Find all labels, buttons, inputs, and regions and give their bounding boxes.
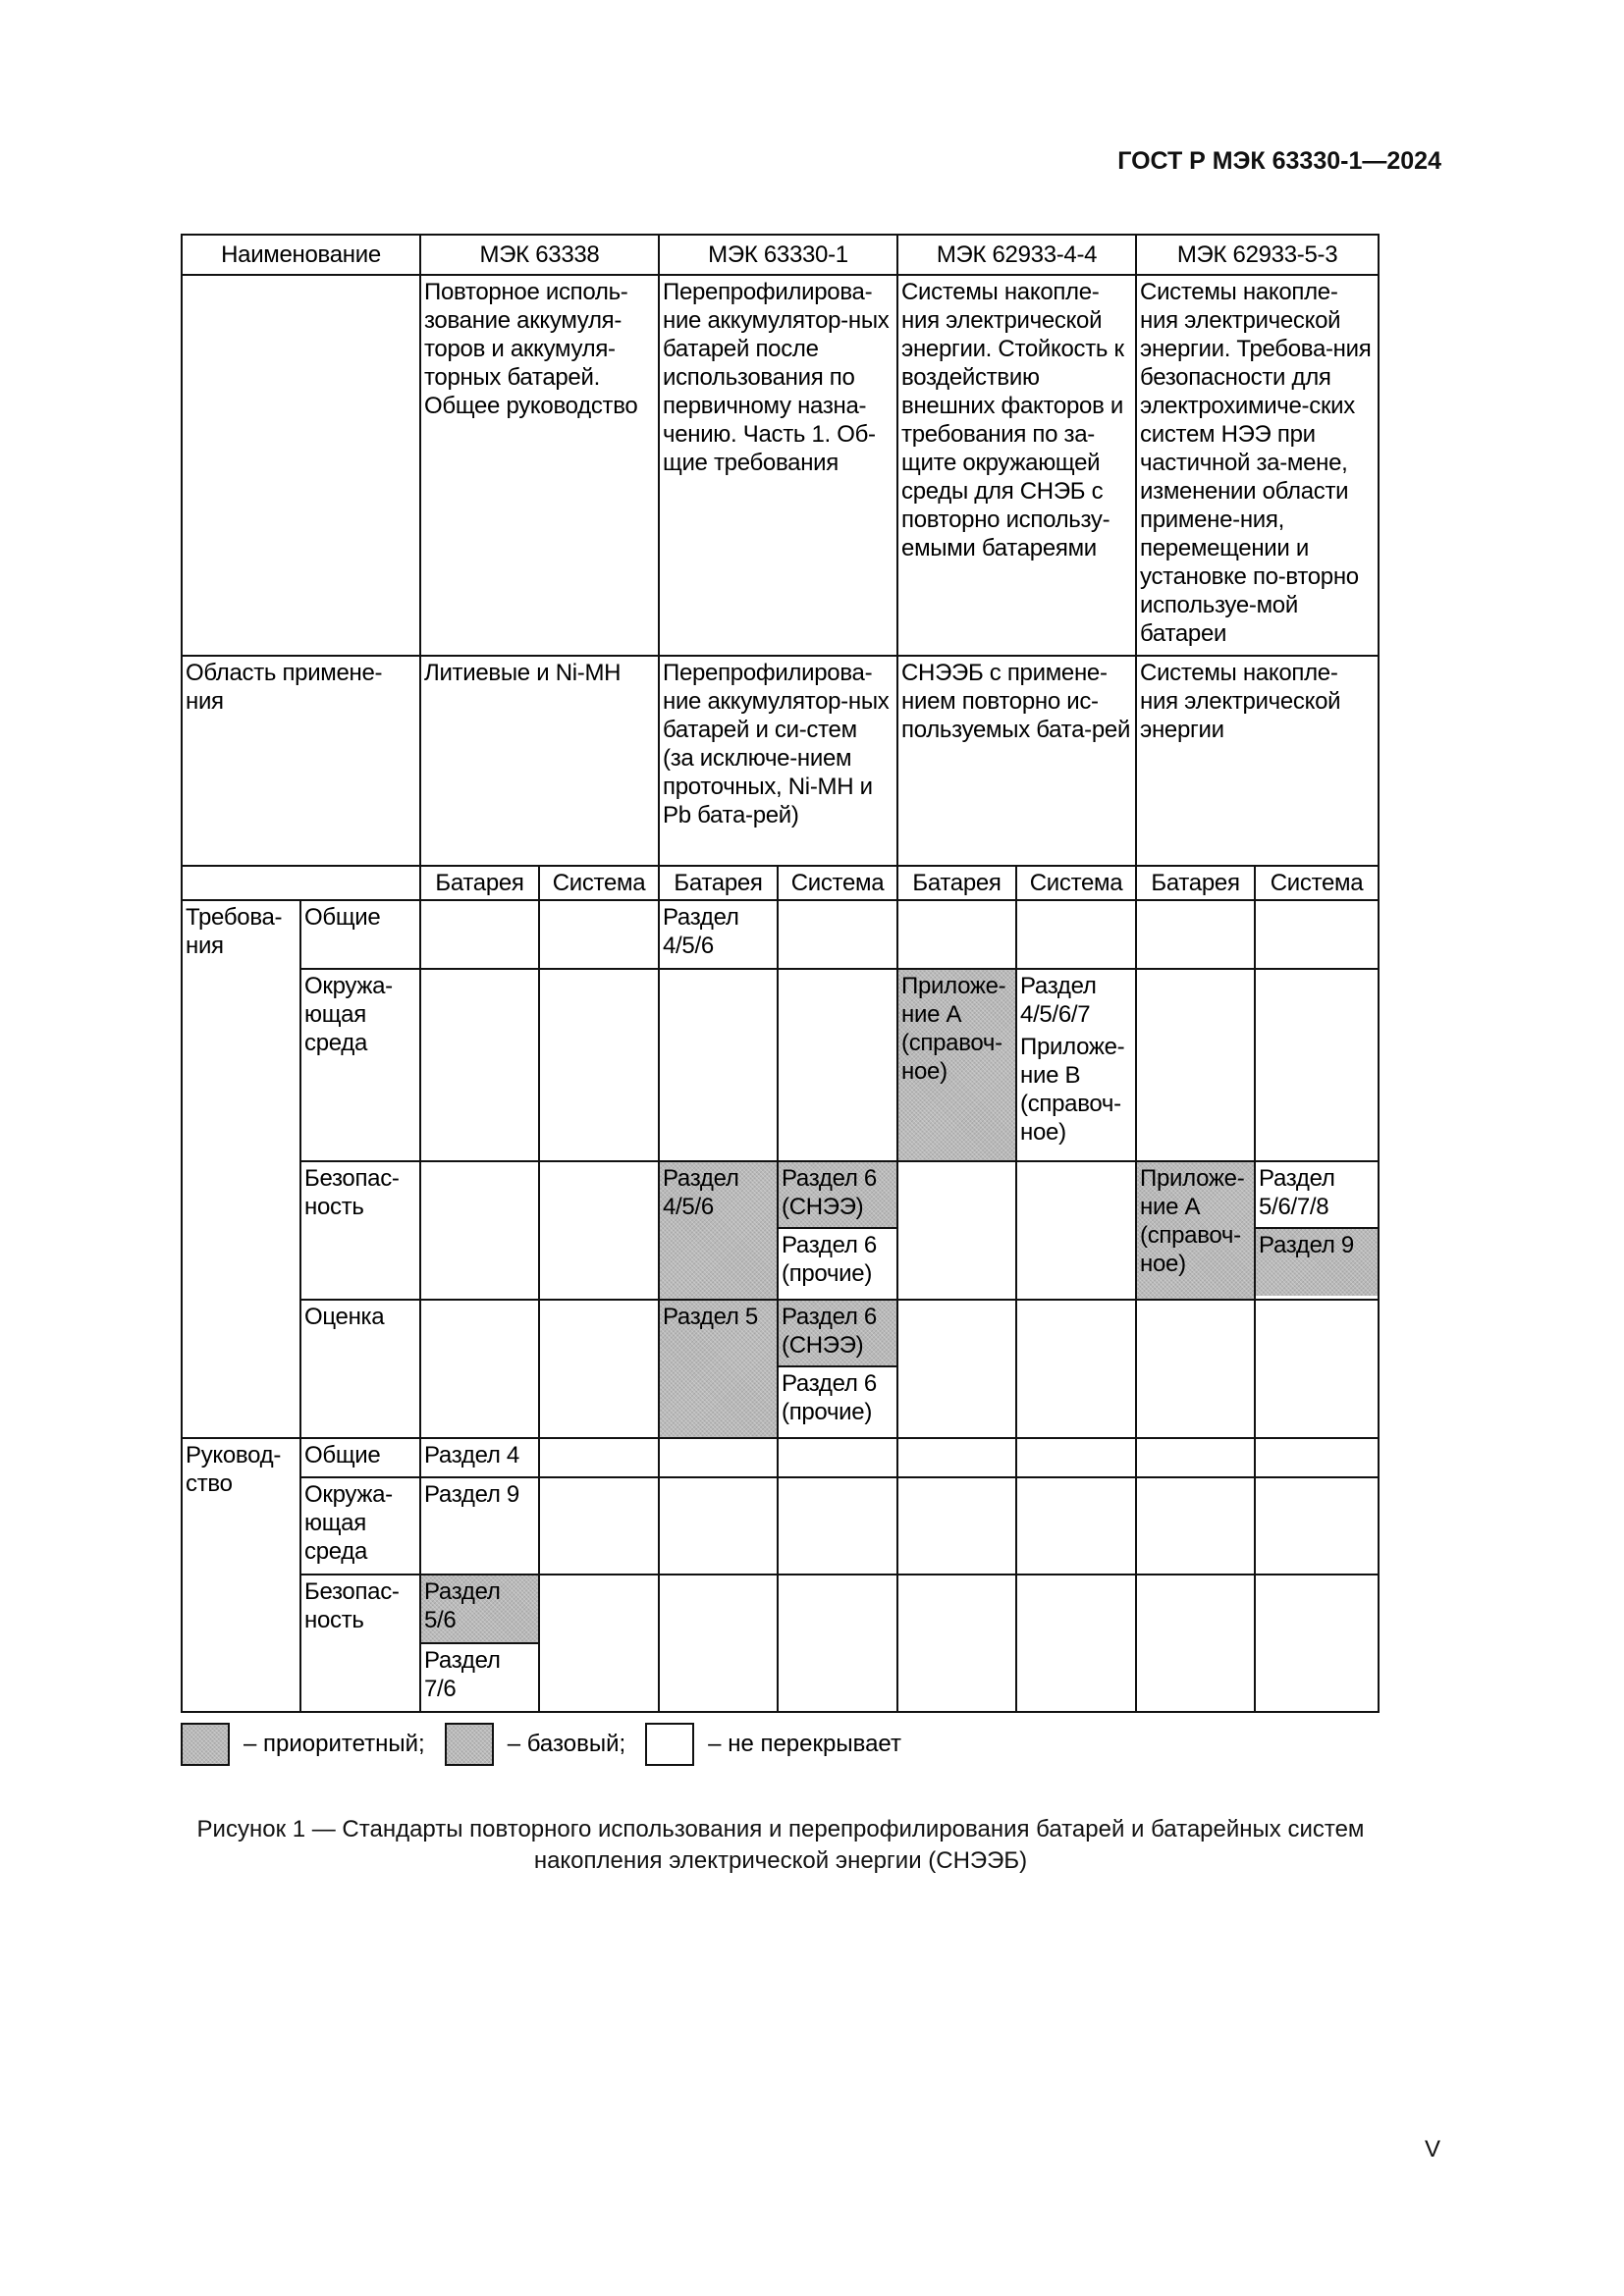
- scope-cell: Литиевые и Ni-MH: [420, 656, 659, 866]
- battery-header: Батарея: [420, 866, 539, 900]
- cell: [420, 969, 539, 1161]
- row-label: Окружа-ющая среда: [300, 1477, 420, 1575]
- cell: [659, 1477, 778, 1575]
- system-header: Система: [1016, 866, 1136, 900]
- legend: [181, 1723, 921, 1766]
- scope-cell: Перепрофилирова-ние аккумулятор-ных батарей и си-стем (за исключе-нием проточных, Ni-MH и Pb бата-рей): [659, 656, 897, 866]
- cell: [1016, 1161, 1136, 1300]
- cell: [778, 1575, 897, 1712]
- cell-text: Раздел 6 (прочие): [782, 1232, 877, 1287]
- cell: [1255, 1161, 1379, 1300]
- standard-title: Перепрофилирова-ние аккумулятор-ных батарей после использования по первичному назна-чению. Часть 1. Об-щие требования: [659, 275, 897, 656]
- cell-priority: Раздел 5/6: [420, 1575, 539, 1643]
- cell: [1016, 900, 1136, 969]
- cell: [1136, 900, 1255, 969]
- guidance-label: Руковод-ство: [182, 1438, 300, 1712]
- cell: [1255, 1438, 1379, 1477]
- cell: [539, 969, 659, 1161]
- system-header: Система: [778, 866, 897, 900]
- cell-priority: Раздел 6 (СНЭЭ): [779, 1301, 896, 1367]
- cell: [1136, 969, 1255, 1161]
- cell: Раздел 9: [420, 1477, 539, 1575]
- cell: [539, 1438, 659, 1477]
- req-assessment-row: [182, 1300, 1379, 1438]
- battery-header: Батарея: [897, 866, 1016, 900]
- battery-header: Батарея: [659, 866, 778, 900]
- caption-line: накопления электрической энергии (СНЭЭБ): [533, 1847, 1028, 1874]
- system-header: Система: [539, 866, 659, 900]
- cell: [778, 969, 897, 1161]
- legend-base-swatch: [445, 1723, 494, 1766]
- cell: [897, 1300, 1016, 1438]
- cell: [1016, 1575, 1136, 1712]
- empty-cell: [182, 866, 420, 900]
- cell-priority: Раздел 6 (СНЭЭ): [779, 1162, 896, 1229]
- scope-cell: СНЭЭБ с примене-нием повторно ис-пользуемых бата-рей: [897, 656, 1136, 866]
- cell-priority: Приложе-ние А (справоч-ное): [897, 969, 1016, 1161]
- cell: [897, 1477, 1016, 1575]
- legend-none-swatch: [645, 1723, 694, 1766]
- corner-label: Наименование: [182, 235, 420, 275]
- standard-title: Системы накопле-ния электрической энергии. Стойкость к воздействию внешних факторов и требования по за-щите окружающей среды для СНЭБ с повторно использу-емыми батареями: [897, 275, 1136, 656]
- scope-label: Область примене-ния: [182, 656, 420, 866]
- legend-none-label: – не перекрывает: [708, 1731, 901, 1757]
- scope-cell: Системы накопле-ния электрической энергии: [1136, 656, 1379, 866]
- cell: [897, 900, 1016, 969]
- cell: [1016, 969, 1136, 1161]
- cell: [1016, 1438, 1136, 1477]
- standards-table: [181, 234, 1380, 1713]
- cell-text: Приложе-ние В (справоч-ное): [1020, 1034, 1125, 1146]
- req-safety-row: [182, 1161, 1379, 1300]
- cell-text: Раздел 5/6/7/8: [1256, 1162, 1378, 1229]
- scope-row: [182, 656, 1379, 866]
- standard-header: МЭК 63330-1: [659, 235, 897, 275]
- cell-text: Раздел 6 (прочие): [782, 1370, 877, 1425]
- cell: [1136, 1438, 1255, 1477]
- standard-header: МЭК 62933-4-4: [897, 235, 1136, 275]
- cell: [1016, 1477, 1136, 1575]
- standard-title: Системы накопле-ния электрической энергии. Требова-ния безопасности для электрохимиче-ских систем НЭЭ при частичной за-мене, изменении области примене-ния, перемещении и установке по-вторно используе-мой батареи: [1136, 275, 1379, 656]
- standard-header: МЭК 62933-5-3: [1136, 235, 1379, 275]
- cell: [1255, 1575, 1379, 1712]
- page-number: V: [1425, 2136, 1441, 2163]
- cell: [778, 1161, 897, 1300]
- cell: [539, 900, 659, 969]
- guide-safety-row: [182, 1575, 1379, 1643]
- empty-cell: [182, 275, 420, 656]
- guide-environment-row: [182, 1477, 1379, 1575]
- cell: [1016, 1300, 1136, 1438]
- battery-header: Батарея: [1136, 866, 1255, 900]
- req-general-row: [182, 900, 1379, 969]
- guide-general-row: [182, 1438, 1379, 1477]
- cell: [539, 1300, 659, 1438]
- cell: [1136, 1477, 1255, 1575]
- requirements-label: Требова-ния: [182, 900, 300, 1438]
- cell: [1136, 1300, 1255, 1438]
- cell-priority: Раздел 5: [659, 1300, 778, 1438]
- row-label: Общие: [300, 1438, 420, 1477]
- cell: [1255, 1477, 1379, 1575]
- cell: [659, 1438, 778, 1477]
- cell: Раздел 4/5/6: [659, 900, 778, 969]
- cell-priority: Раздел 4/5/6: [659, 1161, 778, 1300]
- cell-priority: Приложе-ние А (справоч-ное): [1136, 1161, 1255, 1300]
- cell: [778, 900, 897, 969]
- row-label: Оценка: [300, 1300, 420, 1438]
- row-label: Безопас-ность: [300, 1575, 420, 1712]
- cell: Раздел 4: [420, 1438, 539, 1477]
- cell-priority: Раздел 9: [1256, 1229, 1378, 1296]
- header-row: [182, 235, 1379, 275]
- cell: Раздел 7/6: [420, 1643, 539, 1712]
- figure-caption: [157, 1814, 1404, 1877]
- cell: [659, 969, 778, 1161]
- cell: [1255, 969, 1379, 1161]
- cell: [897, 1575, 1016, 1712]
- cell: [539, 1477, 659, 1575]
- standard-title: Повторное исполь-зование аккумуля-торов и аккумуля-торных батарей. Общее руководство: [420, 275, 659, 656]
- cell: [1255, 1300, 1379, 1438]
- cell: [897, 1161, 1016, 1300]
- req-environment-row: [182, 969, 1379, 1161]
- cell: [897, 1438, 1016, 1477]
- cell-text: Раздел 4/5/6/7: [1020, 973, 1097, 1028]
- cell: [778, 1300, 897, 1438]
- legend-priority-label: – приоритетный;: [244, 1731, 425, 1757]
- cell: [420, 1300, 539, 1438]
- row-label: Безопас-ность: [300, 1161, 420, 1300]
- cell: [778, 1477, 897, 1575]
- legend-base-label: – базовый;: [507, 1731, 626, 1757]
- title-row: [182, 275, 1379, 656]
- cell: [1136, 1575, 1255, 1712]
- cell: [539, 1161, 659, 1300]
- cell: [420, 900, 539, 969]
- row-label: Общие: [300, 900, 420, 969]
- cell: [659, 1575, 778, 1712]
- cell: [1255, 900, 1379, 969]
- document-id: ГОСТ Р МЭК 63330-1—2024: [1117, 147, 1441, 175]
- row-label: Окружа-ющая среда: [300, 969, 420, 1161]
- cell: [420, 1161, 539, 1300]
- legend-priority-swatch: [181, 1723, 230, 1766]
- standard-header: МЭК 63338: [420, 235, 659, 275]
- cell: [778, 1438, 897, 1477]
- cell: [539, 1575, 659, 1712]
- caption-line: Рисунок 1 — Стандарты повторного использования и перепрофилирования батарей и батарейных систем: [196, 1816, 1365, 1842]
- sub-header-row: [182, 866, 1379, 900]
- system-header: Система: [1255, 866, 1379, 900]
